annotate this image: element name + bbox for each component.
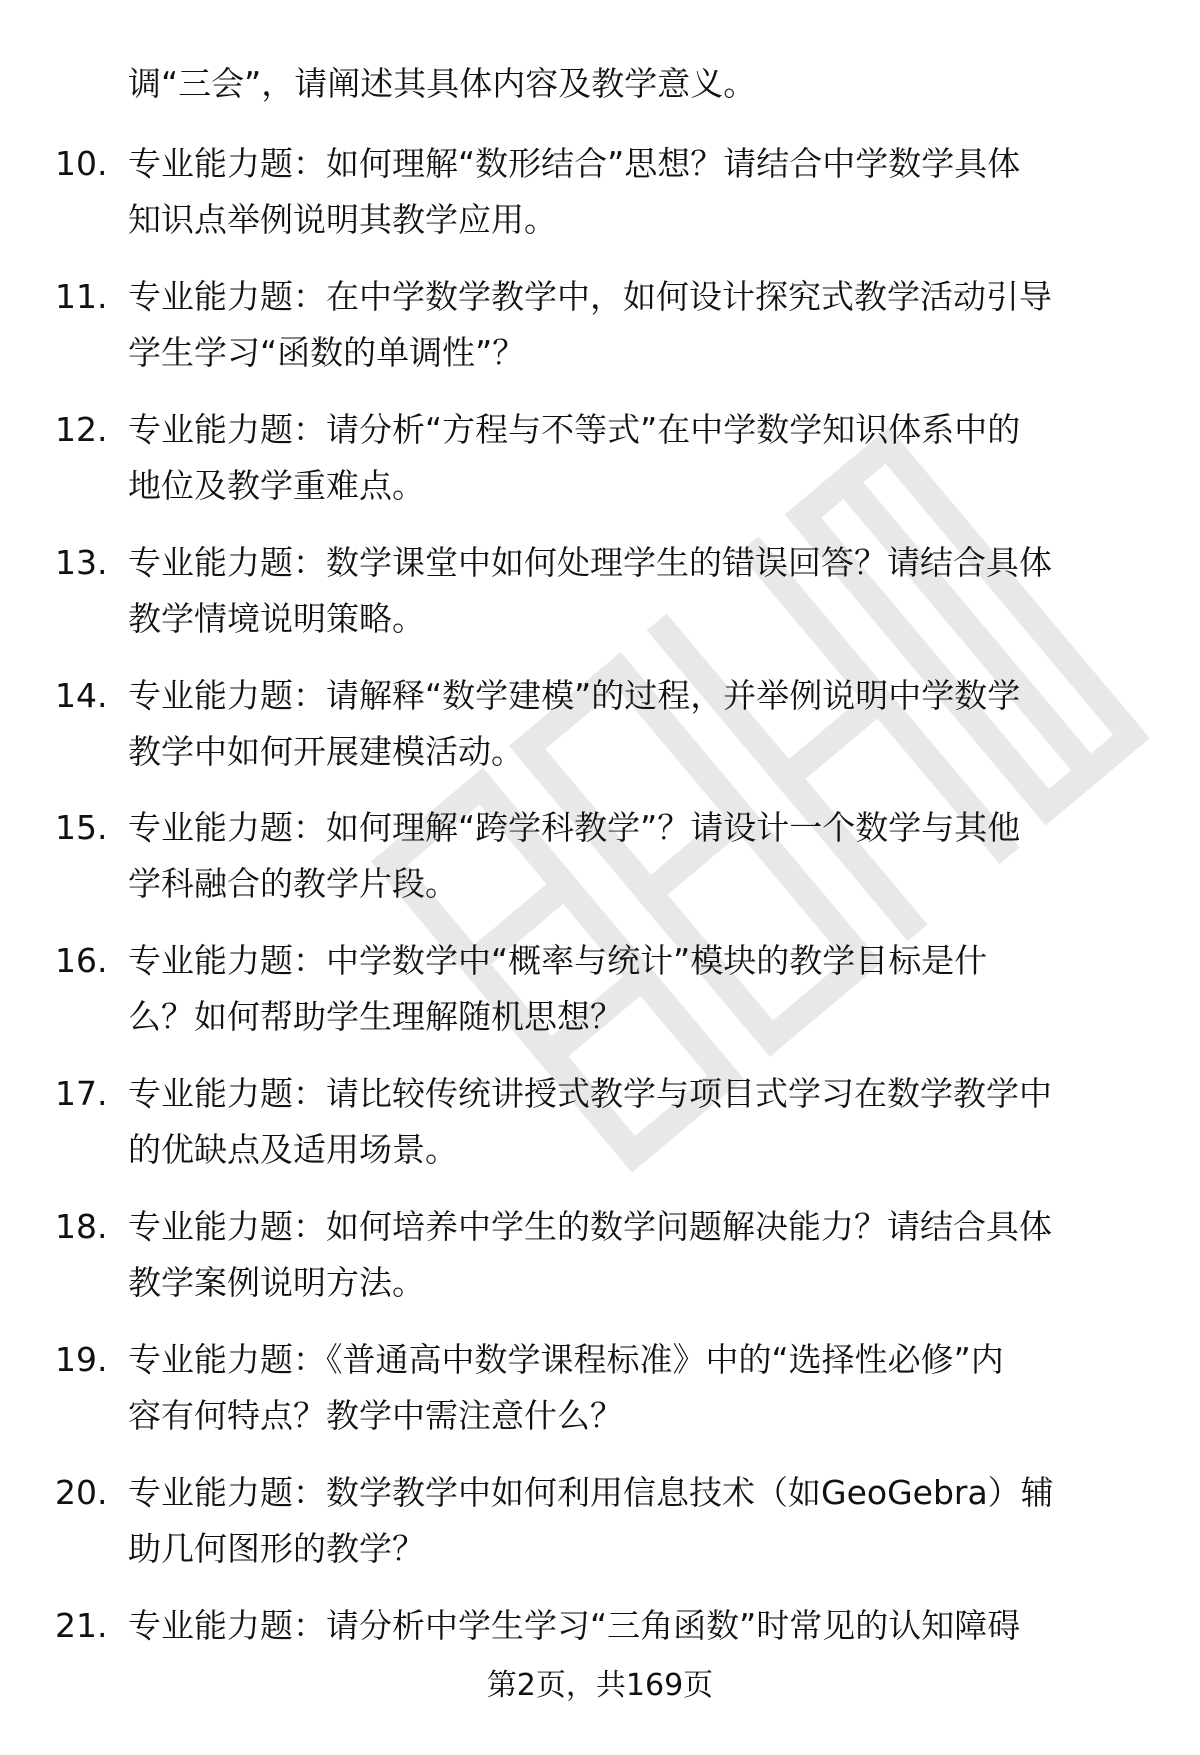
question-line: 专业能力题：数学教学中如何利用信息技术（如GeoGebra）辅 (128, 1472, 1054, 1512)
question-text (128, 1598, 1140, 1654)
question-line: 助几何图形的教学？ (128, 1528, 425, 1568)
question-line: 专业能力题：在中学数学教学中，如何设计探究式教学活动引导 (128, 276, 1052, 316)
question-line: 专业能力题：如何理解“跨学科教学”？请设计一个数学与其他 (128, 808, 1021, 848)
question-number: 14. (55, 675, 108, 715)
question-line: 专业能力题：《普通高中数学课程标准》中的“选择性必修”内 (128, 1340, 1004, 1380)
question-text (128, 668, 1140, 780)
question-line: 专业能力题：如何理解“数形结合”思想？请结合中学数学具体 (128, 144, 1021, 183)
question-line: 专业能力题：数学课堂中如何处理学生的错误回答？请结合具体 (128, 542, 1052, 582)
question-line: 教学情境说明策略。 (128, 598, 425, 638)
question-number: 19. (55, 1340, 108, 1380)
page-footer: 第2页，共169页 (486, 1668, 714, 1703)
question-item (0, 535, 1200, 653)
question-item (0, 1465, 1200, 1583)
question-number: 13. (55, 542, 108, 582)
question-line: 专业能力题：请比较传统讲授式教学与项目式学习在数学教学中 (128, 1074, 1052, 1114)
question-item (0, 1332, 1200, 1450)
question-number: 21. (55, 1605, 108, 1645)
question-item (0, 1199, 1200, 1317)
question-line: 专业能力题：中学数学中“概率与统计”模块的教学目标是什 (128, 941, 988, 981)
continuation-line: 调“三会”，请阐述其具体内容及教学意义。 (128, 64, 757, 103)
question-line: 专业能力题：请分析中学生学习“三角函数”时常见的认知障碍 (128, 1605, 1021, 1645)
question-item (0, 269, 1200, 387)
question-text (128, 1066, 1140, 1178)
question-list (0, 136, 1200, 1731)
question-number: 15. (55, 808, 108, 848)
question-line: 教学中如何开展建模活动。 (128, 731, 524, 771)
question-number: 18. (55, 1207, 108, 1247)
question-line: 学生学习“函数的单调性”？ (128, 332, 526, 372)
question-line: 知识点举例说明其教学应用。 (128, 200, 557, 239)
question-text (128, 1465, 1140, 1577)
question-line: 教学案例说明方法。 (128, 1263, 425, 1303)
question-line: 地位及教学重难点。 (128, 465, 425, 505)
question-text (128, 269, 1140, 381)
question-item (0, 1066, 1200, 1184)
question-text (128, 800, 1140, 912)
question-item (0, 136, 1200, 254)
question-number: 11. (55, 276, 108, 316)
question-number: 20. (55, 1472, 108, 1512)
question-text (128, 1332, 1140, 1444)
question-item (0, 402, 1200, 520)
question-line: 学科融合的教学片段。 (128, 864, 458, 904)
question-number: 17. (55, 1074, 108, 1114)
question-item (0, 933, 1200, 1051)
question-item (0, 800, 1200, 918)
question-line: 专业能力题：如何培养中学生的数学问题解决能力？请结合具体 (128, 1207, 1052, 1247)
question-number: 16. (55, 941, 108, 981)
question-line: 的优缺点及适用场景。 (128, 1130, 458, 1170)
question-number: 12. (55, 409, 108, 449)
question-item (0, 668, 1200, 786)
question-text (128, 933, 1140, 1045)
question-number: 10. (55, 144, 108, 183)
question-text (128, 402, 1140, 514)
question-line: 专业能力题：请解释“数学建模”的过程，并举例说明中学数学 (128, 675, 1021, 715)
question-text (128, 1199, 1140, 1311)
question-line: 容有何特点？教学中需注意什么？ (128, 1396, 623, 1436)
question-text (128, 136, 1140, 248)
question-line: 专业能力题：请分析“方程与不等式”在中学数学知识体系中的 (128, 409, 1021, 449)
question-line: 么？如何帮助学生理解随机思想？ (128, 997, 623, 1037)
question-text (128, 535, 1140, 647)
